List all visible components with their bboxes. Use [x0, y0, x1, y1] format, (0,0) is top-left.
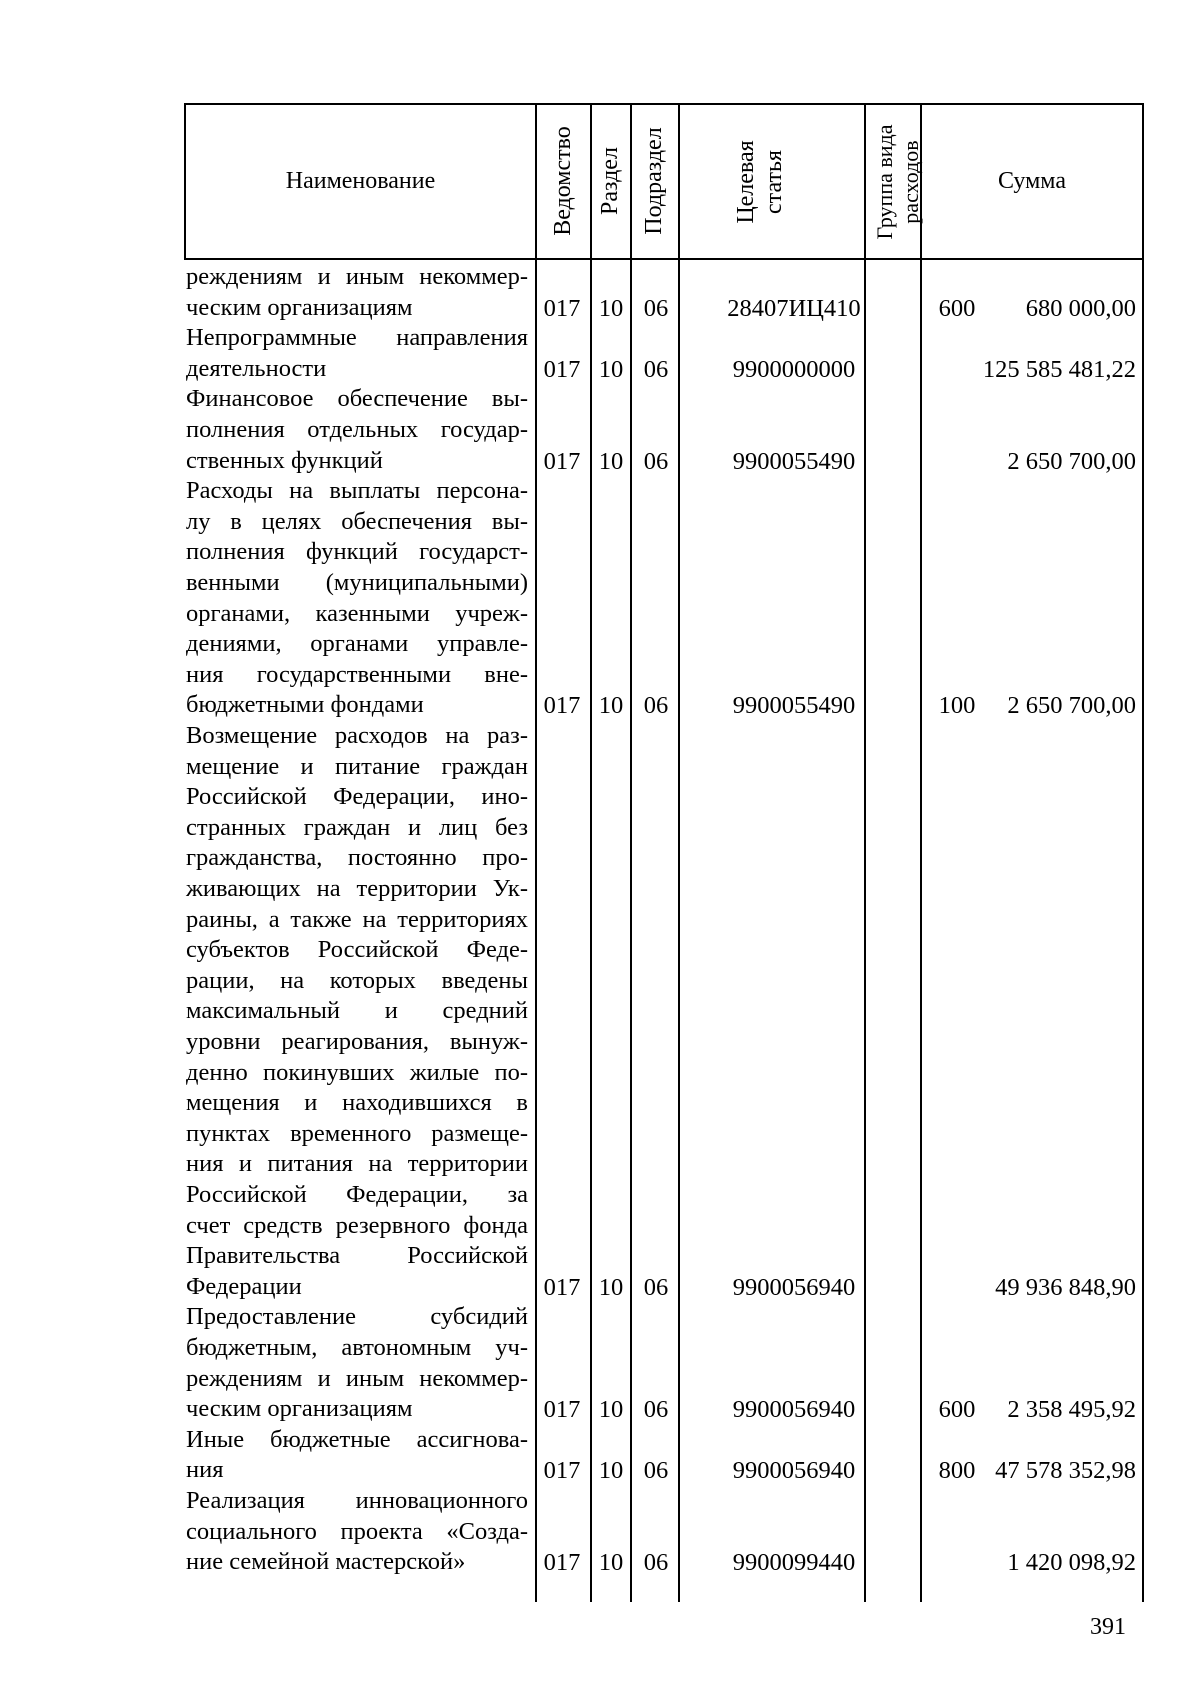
- row-razdel: 10: [598, 447, 624, 475]
- row-vedomstvo: 017: [543, 447, 581, 475]
- row-celevaya-statya: 9900055490: [732, 447, 856, 475]
- column-divider-name: [535, 103, 537, 1602]
- row-vedomstvo: 017: [543, 1273, 581, 1301]
- column-divider-podrazdel: [678, 103, 680, 1602]
- row-celevaya-statya: 9900000000: [732, 355, 856, 383]
- row-summa: 2 650 700,00: [1007, 692, 1136, 720]
- row-name-line: полнения отдельных государ-: [186, 415, 528, 443]
- row-name-line: раины, а также на территориях: [186, 905, 528, 933]
- row-podrazdel: 06: [643, 447, 669, 475]
- row-name-line: рации, на которых введены: [186, 966, 528, 994]
- row-podrazdel: 06: [643, 294, 669, 322]
- row-vedomstvo: 017: [543, 1396, 581, 1424]
- row-name-line: Непрограммные направления: [186, 324, 528, 352]
- header-name: Наименование: [285, 168, 436, 194]
- row-name: [186, 384, 528, 476]
- row-vedomstvo: 017: [543, 294, 581, 322]
- row-summa: 49 936 848,90: [995, 1273, 1136, 1301]
- row-name-line: реждениям и иным некоммер-: [186, 263, 528, 290]
- row-vedomstvo: 017: [543, 692, 581, 720]
- row-name-line: живающих на территории Ук-: [186, 874, 528, 902]
- row-razdel: 10: [598, 1457, 624, 1485]
- row-name: [186, 323, 528, 384]
- header-celevaya-text: Целевая статья: [733, 140, 787, 224]
- row-razdel: 10: [598, 294, 624, 322]
- header-gruppa-text: Группа вида расходов: [872, 124, 923, 240]
- row-razdel: 10: [598, 692, 624, 720]
- row-name-line: мещение и питание граждан: [186, 752, 528, 780]
- row-name-line: Правительства Российской: [186, 1242, 528, 1270]
- row-name-line: Федерации: [186, 1272, 302, 1300]
- row-summa: 1 420 098,92: [1007, 1549, 1136, 1577]
- row-name-line: ческим организациям: [186, 293, 413, 321]
- row-name-line: Расходы на выплаты персона-: [186, 477, 528, 505]
- row-name-line: мещения и находившихся в: [186, 1089, 528, 1117]
- row-gruppa-vida: 800: [938, 1457, 976, 1485]
- row-name-line: денно покинувших жилые по-: [186, 1058, 528, 1086]
- row-name: [186, 476, 528, 721]
- row-gruppa-vida: 600: [938, 294, 976, 322]
- row-name-line: ния государственными вне-: [186, 660, 528, 688]
- row-name-line: лу в целях обеспечения вы-: [186, 507, 528, 535]
- row-summa: 47 578 352,98: [995, 1457, 1136, 1485]
- row-name-line: пунктах временного размеще-: [186, 1119, 528, 1147]
- row-podrazdel: 06: [643, 692, 669, 720]
- row-name-line: органами, казенными учреж-: [186, 599, 528, 627]
- row-podrazdel: 06: [643, 1549, 669, 1577]
- row-gruppa-vida: 600: [938, 1396, 976, 1424]
- row-name-line: Российской Федерации, ино-: [186, 783, 528, 811]
- row-name-line: ния: [186, 1456, 224, 1484]
- row-name-line: счет средств резервного фонда: [186, 1211, 528, 1239]
- row-name-line: ческим организациям: [186, 1395, 413, 1423]
- row-name-line: дениями, органами управле-: [186, 630, 528, 658]
- row-name: [186, 721, 528, 1302]
- row-name-line: бюджетными фондами: [186, 691, 424, 719]
- row-vedomstvo: 017: [543, 1549, 581, 1577]
- row-podrazdel: 06: [643, 1457, 669, 1485]
- row-name-line: деятельности: [186, 354, 327, 382]
- row-name: [186, 1486, 528, 1578]
- row-gruppa-vida: 100: [938, 692, 976, 720]
- row-celevaya-statya: 28407ИЦ410: [727, 294, 861, 322]
- row-podrazdel: 06: [643, 1396, 669, 1424]
- row-podrazdel: 06: [643, 1273, 669, 1301]
- row-summa: 2 650 700,00: [1007, 447, 1136, 475]
- row-celevaya-statya: 9900056940: [732, 1457, 856, 1485]
- row-name-line: Предоставление субсидий: [186, 1303, 528, 1331]
- row-razdel: 10: [598, 1273, 624, 1301]
- row-name-line: реждениям и иным некоммер-: [186, 1364, 528, 1392]
- row-celevaya-statya: 9900056940: [732, 1273, 856, 1301]
- column-divider-razdel: [630, 103, 632, 1602]
- row-name-line: ния и питания на территории: [186, 1150, 528, 1178]
- page-number: 391: [1090, 1614, 1126, 1640]
- row-name-line: Иные бюджетные ассигнова-: [186, 1425, 528, 1453]
- header-bottom-border: [184, 258, 1144, 260]
- header-celevaya: [732, 112, 788, 252]
- row-vedomstvo: 017: [543, 1457, 581, 1485]
- row-celevaya-statya: 9900056940: [732, 1396, 856, 1424]
- row-name-line: ние семейной мастерской»: [186, 1548, 466, 1576]
- column-divider-gruppa: [920, 103, 922, 1602]
- row-name-line: Финансовое обеспечение вы-: [186, 385, 528, 413]
- row-name-line: социального проекта «Созда-: [186, 1517, 528, 1545]
- row-name-line: полнения функций государст-: [186, 538, 528, 566]
- row-celevaya-statya: 9900099440: [732, 1549, 856, 1577]
- row-name: [186, 1302, 528, 1424]
- header-gruppa: [872, 110, 928, 254]
- row-name: [186, 262, 528, 323]
- row-name-line: бюджетным, автономным уч-: [186, 1333, 528, 1361]
- row-name-line: максимальный и средний: [186, 997, 528, 1025]
- row-name-line: гражданства, постоянно про-: [186, 844, 528, 872]
- header-razdel: Раздел: [597, 147, 623, 215]
- row-summa: 680 000,00: [1025, 294, 1136, 322]
- row-vedomstvo: 017: [543, 355, 581, 383]
- table-right-border: [1142, 103, 1144, 1602]
- row-name-line: ственных функций: [186, 446, 383, 474]
- row-summa: 2 358 495,92: [1007, 1396, 1136, 1424]
- header-summa: Сумма: [998, 168, 1066, 194]
- column-divider-vedomstvo: [590, 103, 592, 1602]
- row-name-line: субъектов Российской Феде-: [186, 936, 528, 964]
- row-name-line: Реализация инновационного: [186, 1487, 528, 1514]
- table-top-border: [184, 103, 1144, 105]
- row-name-line: венными (муниципальными): [186, 568, 528, 596]
- row-razdel: 10: [598, 1549, 624, 1577]
- row-podrazdel: 06: [643, 355, 669, 383]
- row-name-line: Российской Федерации, за: [186, 1180, 528, 1208]
- header-podrazdel: Подраздел: [641, 127, 667, 235]
- row-name-line: уровни реагирования, вынуж-: [186, 1027, 528, 1055]
- header-vedomstvo: Ведомство: [550, 126, 576, 236]
- row-razdel: 10: [598, 355, 624, 383]
- row-razdel: 10: [598, 1396, 624, 1424]
- column-divider-celevaya: [864, 103, 866, 1602]
- row-celevaya-statya: 9900055490: [732, 692, 856, 720]
- row-name: [186, 1425, 528, 1486]
- row-name-line: Возмещение расходов на раз-: [186, 722, 528, 749]
- row-summa: 125 585 481,22: [982, 355, 1136, 383]
- row-name-line: странных граждан и лиц без: [186, 813, 528, 841]
